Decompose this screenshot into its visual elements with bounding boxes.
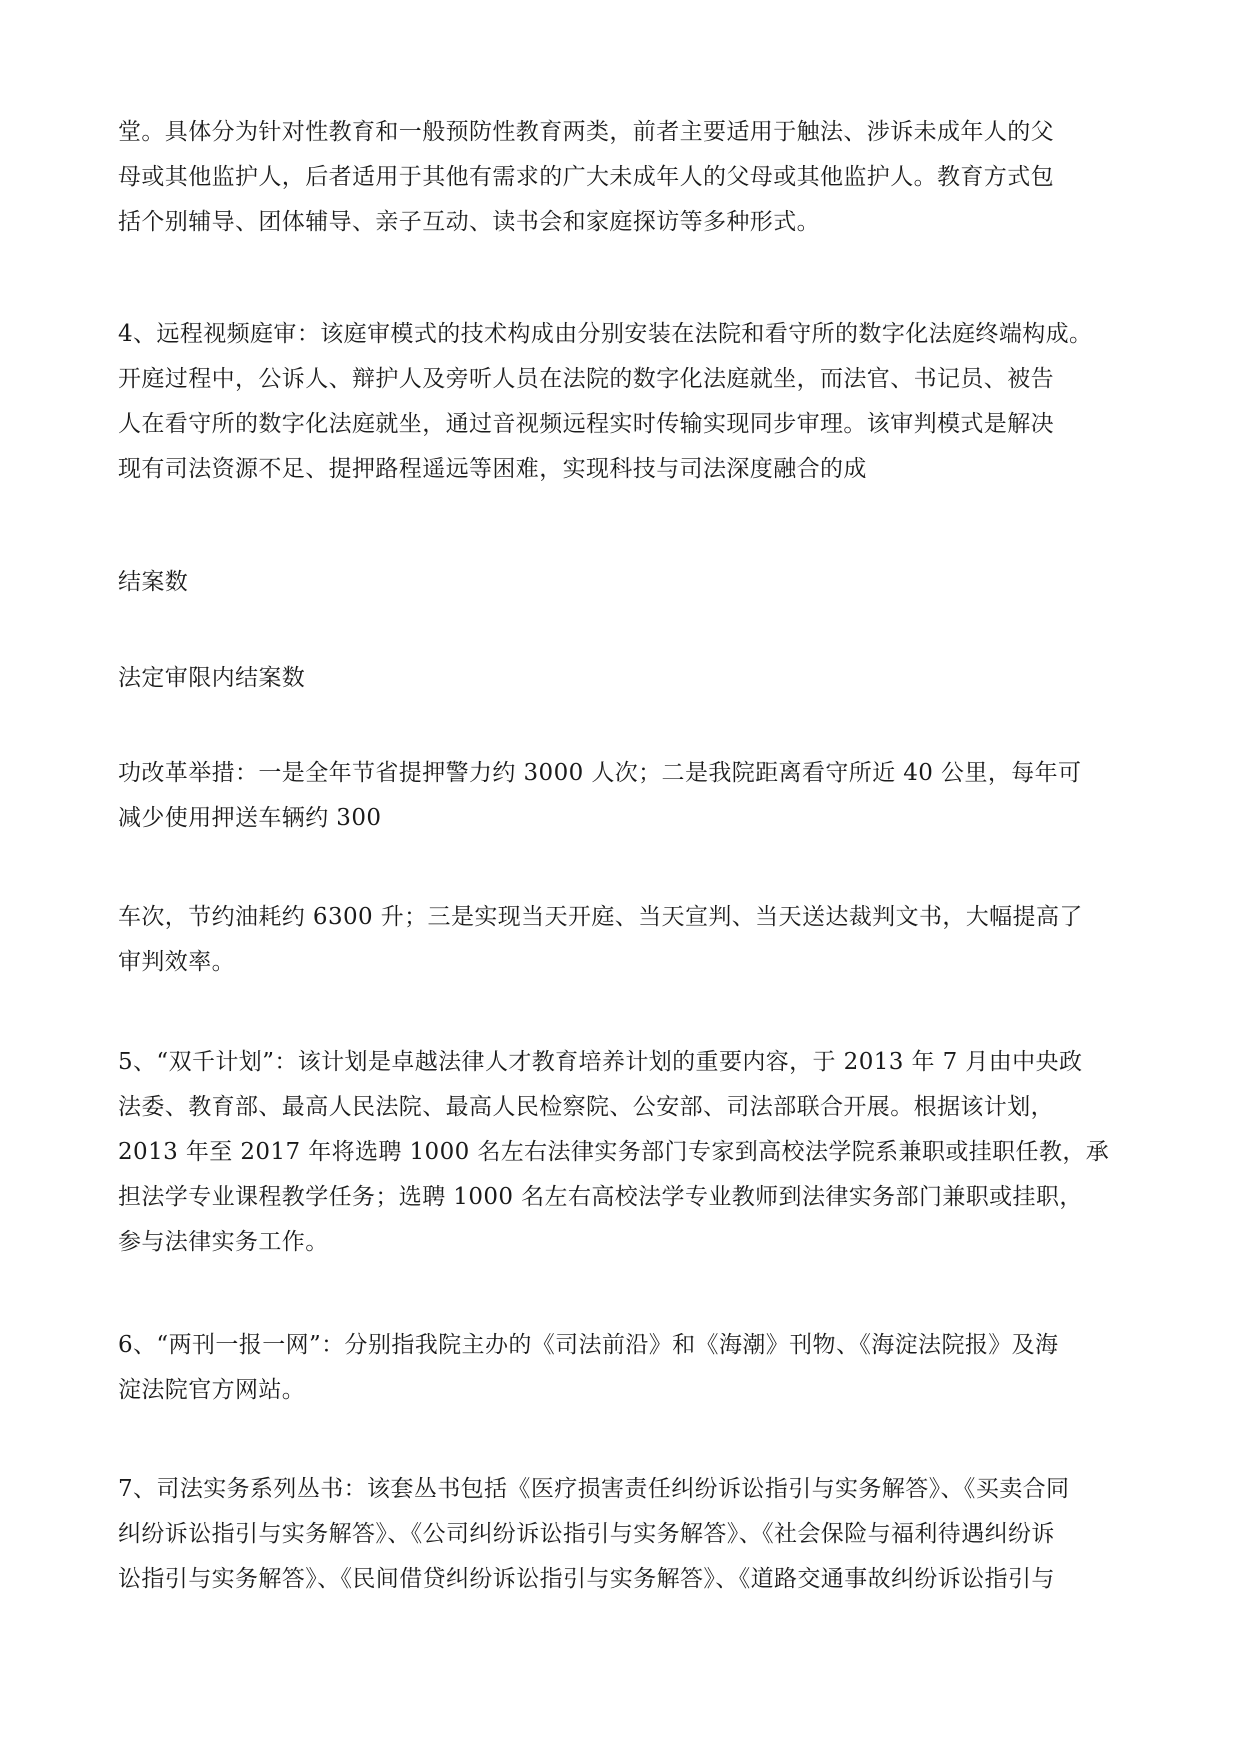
paragraph-reform-measures	[118, 751, 1128, 841]
paragraph-publications	[118, 1323, 1128, 1413]
text-line: 7、司法实务系列丛书：该套丛书包括《医疗损害责任纠纷诉讼指引与实务解答》、《买卖合同	[118, 1476, 1070, 1502]
text-line: 括个别辅导、团体辅导、亲子互动、读书会和家庭探访等多种形式。	[118, 209, 820, 235]
text-line: 讼指引与实务解答》、《民间借贷纠纷诉讼指引与实务解答》、《道路交通事故纠纷诉讼指引与	[118, 1566, 1055, 1592]
paragraph-remote-video-trial	[118, 312, 1128, 492]
paragraph-double-thousand-plan	[118, 1040, 1128, 1265]
paragraph-fuel-savings	[118, 895, 1128, 985]
text-line: 法定审限内结案数	[118, 665, 306, 691]
text-line: 功改革举措：一是全年节省提押警力约 3000 人次；二是我院距离看守所近 40 公里，每年可	[118, 760, 1082, 786]
text-line: 母或其他监护人，后者适用于其他有需求的广大未成年人的父母或其他监护人。教育方式包	[118, 164, 1054, 190]
text-line: 减少使用押送车辆约 300	[118, 805, 382, 831]
text-line: 纠纷诉讼指引与实务解答》、《公司纠纷诉讼指引与实务解答》、《社会保险与福利待遇纠纷诉	[118, 1521, 1055, 1547]
text-line: 结案数	[118, 569, 189, 595]
text-line: 参与法律实务工作。	[118, 1229, 329, 1255]
text-line: 开庭过程中，公诉人、辩护人及旁听人员在法院的数字化法庭就坐，而法官、书记员、被告	[118, 366, 1054, 392]
text-line: 人在看守所的数字化法庭就坐，通过音视频远程实时传输实现同步审理。该审判模式是解决	[118, 411, 1054, 437]
text-line: 审判效率。	[118, 949, 235, 975]
text-line: 堂。具体分为针对性教育和一般预防性教育两类，前者主要适用于触法、涉诉未成年人的父	[118, 119, 1054, 145]
paragraph-practice-book-series	[118, 1467, 1128, 1602]
text-line: 现有司法资源不足、提押路程遥远等困难，实现科技与司法深度融合的成	[118, 456, 867, 482]
text-line: 法委、教育部、最高人民法院、最高人民检察院、公安部、司法部联合开展。根据该计划，	[118, 1094, 1054, 1120]
text-line: 5、“双千计划”：该计划是卓越法律人才教育培养计划的重要内容，于 2013 年 7 月由中央政	[118, 1049, 1083, 1075]
paragraph-cases-closed	[118, 560, 1128, 605]
paragraph-cases-closed-within-limit	[118, 656, 1128, 701]
text-line: 2013 年至 2017 年将选聘 1000 名左右法律实务部门专家到高校法学院系兼职或挂职任教，承	[118, 1139, 1110, 1165]
text-line: 6、“两刊一报一网”：分别指我院主办的《司法前沿》和《海潮》刊物、《海淀法院报》及海	[118, 1332, 1059, 1358]
text-line: 淀法院官方网站。	[118, 1377, 306, 1403]
text-line: 车次，节约油耗约 6300 升；三是实现当天开庭、当天宣判、当天送达裁判文书，大幅提高了	[118, 904, 1083, 930]
text-line: 担法学专业课程教学任务；选聘 1000 名左右高校法学专业教师到法律实务部门兼职或挂职，	[118, 1184, 1083, 1210]
paragraph-family-education	[118, 110, 1128, 245]
text-line: 4、远程视频庭审：该庭审模式的技术构成由分别安装在法院和看守所的数字化法庭终端构成。	[118, 321, 1093, 347]
